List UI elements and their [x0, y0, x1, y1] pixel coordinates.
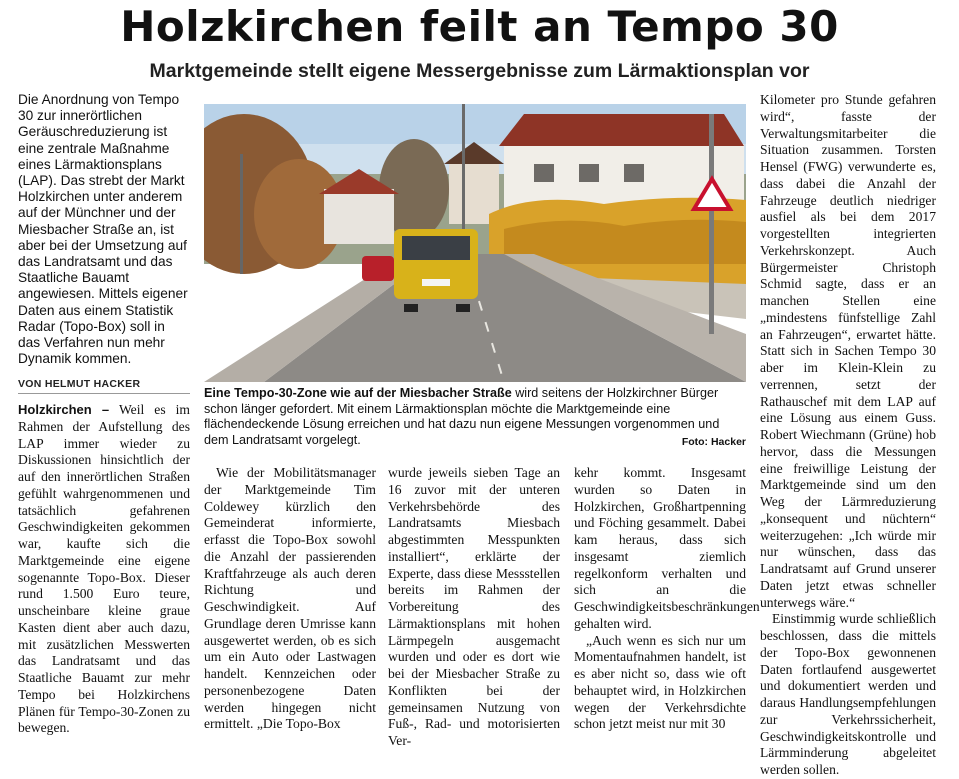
article-photo [204, 104, 746, 382]
body-text-col3: wurde jeweils sieben Tage an 16 zuvor mit der unteren Verkehrsbehörde des Landratsamts Miesbach abgestimmten Messpunkten installiert“, erklärte der Experte, dass diese Messstellen bereits im Rahmen der Vorbereitung des Lärmaktionsplans mit hohen Lärmpegeln ausgemacht wurden und oder es dort wie bei der Miesbacher Straße zu Konflikten bei der gemeinsamen Nutzung von Fuß-, Rad- und motorisierten Ver- [388, 465, 560, 748]
photo-credit: Foto: Hacker [681, 435, 746, 448]
subheadline: Marktgemeinde stellt eigene Messergebnisse zum Lärmaktionsplan vor [149, 60, 810, 82]
body-text-col5a: Kilometer pro Stunde gefahren wird“, fasste der Verwaltungsmitarbeiter die Situation zusammen. Torsten Hensel (FWG) verwunderte es, dass dabei die Anzahl der Fahrzeuge deutlich niedriger ausfiel als bei dem 2017 vorgestellten integrierten Verkehrskonzept. Auch Bürgermeister Christoph Schmid sagte, dass er an manchen Stellen eine „mindestens fünfstellige Zahl an Fahrzeugen“, erwartet hätte. Statt sich in Sachen Tempo 30 aber im Klein-Klein zu verrennen, setzt der Rathauschef mit dem LAP auf eine Lösung aus einem Guss. Robert Wiechmann (Grüne) hob hervor, dass die Messungen eine freiwillige Leistung der Marktgemeinde sind um den Weg der Lärmreduzierung „konsequent und nüchtern“ weiterzugehen: „Ich würde mir nur wünschen, dass das Landratsamt auf Grund unserer Daten jetzt etwas schneller unterwegs wäre.“ [760, 92, 936, 610]
body-column-5 [760, 92, 936, 779]
body-text-col1: Weil es im Rahmen der Aufstellung des LAP immer wieder zu Diskussionen hinsichtlich der auf den innerörtlichen Straßen gefühlt wahrgenommenen und tatsächlich gefahrenen Geschwindigkeiten gekommen war, kaufte sich die Marktgemeinde eine eigene sogenannte Topo-Box. Dieser rund 1.500 Euro teure, unscheinbare kleine graue Kasten dient aber auch dazu, mit zusätzlichen Messwerten das Landratsamt und das Staatliche Bauamt zur mehr Tempo bei Holzkirchens Plänen für Tempo-30-Zonen zu bewegen. [18, 402, 190, 736]
dateline: Holzkirchen – [18, 402, 110, 417]
byline: VON HELMUT HACKER [18, 378, 190, 394]
body-text-col5b: Einstimmig wurde schließlich beschlossen, dass die mittels der Topo-Box gewonnenen Daten fortlaufend ausgewertet und dokumentiert werden und daraus Handlungsempfehlungen zur Verkehrssicherheit, Geschwindigkeitskontrolle und Lärmminderung abgeleitet werden sollen. [760, 611, 936, 777]
caption-text: wird seitens der Holzkirchner Bürger schon länger gefordert. Mit einem Lärmaktionsplan möchte die Marktgemeinde eine flächendeckende Lösung erreichen und hat dazu nun eigene Messungen vorgenommen und dem Landratsamt vorgelegt. [204, 386, 720, 447]
body-column-1 [18, 402, 190, 737]
photo-caption [204, 386, 746, 450]
headline: Holzkirchen feilt an Tempo 30 [120, 2, 839, 51]
body-text-col2: Wie der Mobilitätsmanager der Marktgemeinde Tim Coldewey kürzlich den Gemeinderat informierte, erfasst die Topo-Box sowohl die Anzahl der passierenden Kraftfahrzeuge als auch deren Richtung und Geschwindigkeit. Auf Grundlage deren Umrisse kann ausgewertet werden, ob es sich um ein Auto oder Lastwagen handelt. Kennzeichen oder personenbezogene Daten werden hingegen nicht ermittelt. „Die Topo-Box [204, 465, 376, 732]
body-text-col4b: „Auch wenn es sich nur um Momentaufnahmen handelt, ist es aber nicht so, dass wie oft behauptet wird, in Holzkirchen wegen der Verkehrsdichte schon jetzt meist nur mit 30 [574, 632, 746, 732]
body-column-2 [204, 465, 376, 733]
body-text-col4a: kehr kommt. Insgesamt wurden so Daten in Holzkirchen, Großhartpenning und Föching gesammelt. Dabei kam heraus, dass sich insgesamt ziemlich regelkonform verhalten und sich an die Geschwindigkeitsbeschränkungen gehalten wird. [574, 465, 760, 631]
caption-lead: Eine Tempo-30-Zone wie auf der Miesbacher Straße [204, 386, 512, 400]
lead-paragraph: Die Anordnung von Tempo 30 zur innerörtlichen Geräuschreduzierung ist eine zentrale Maßnahme eines Lärmaktionsplans (LAP). Das strebt der Markt Holzkirchen unter anderem auf der Münchner und der Miesbacher Straße an, ist aber bei der Umsetzung auf das Landratsamt und das Staatliche Bauamt angewiesen. Mittels eigener Daten aus einem Statistik Radar (Topo-Box) soll in das Verfahren nun mehr Dynamik kommen. [18, 92, 188, 367]
body-column-4 [574, 465, 760, 733]
body-column-3 [388, 465, 560, 750]
